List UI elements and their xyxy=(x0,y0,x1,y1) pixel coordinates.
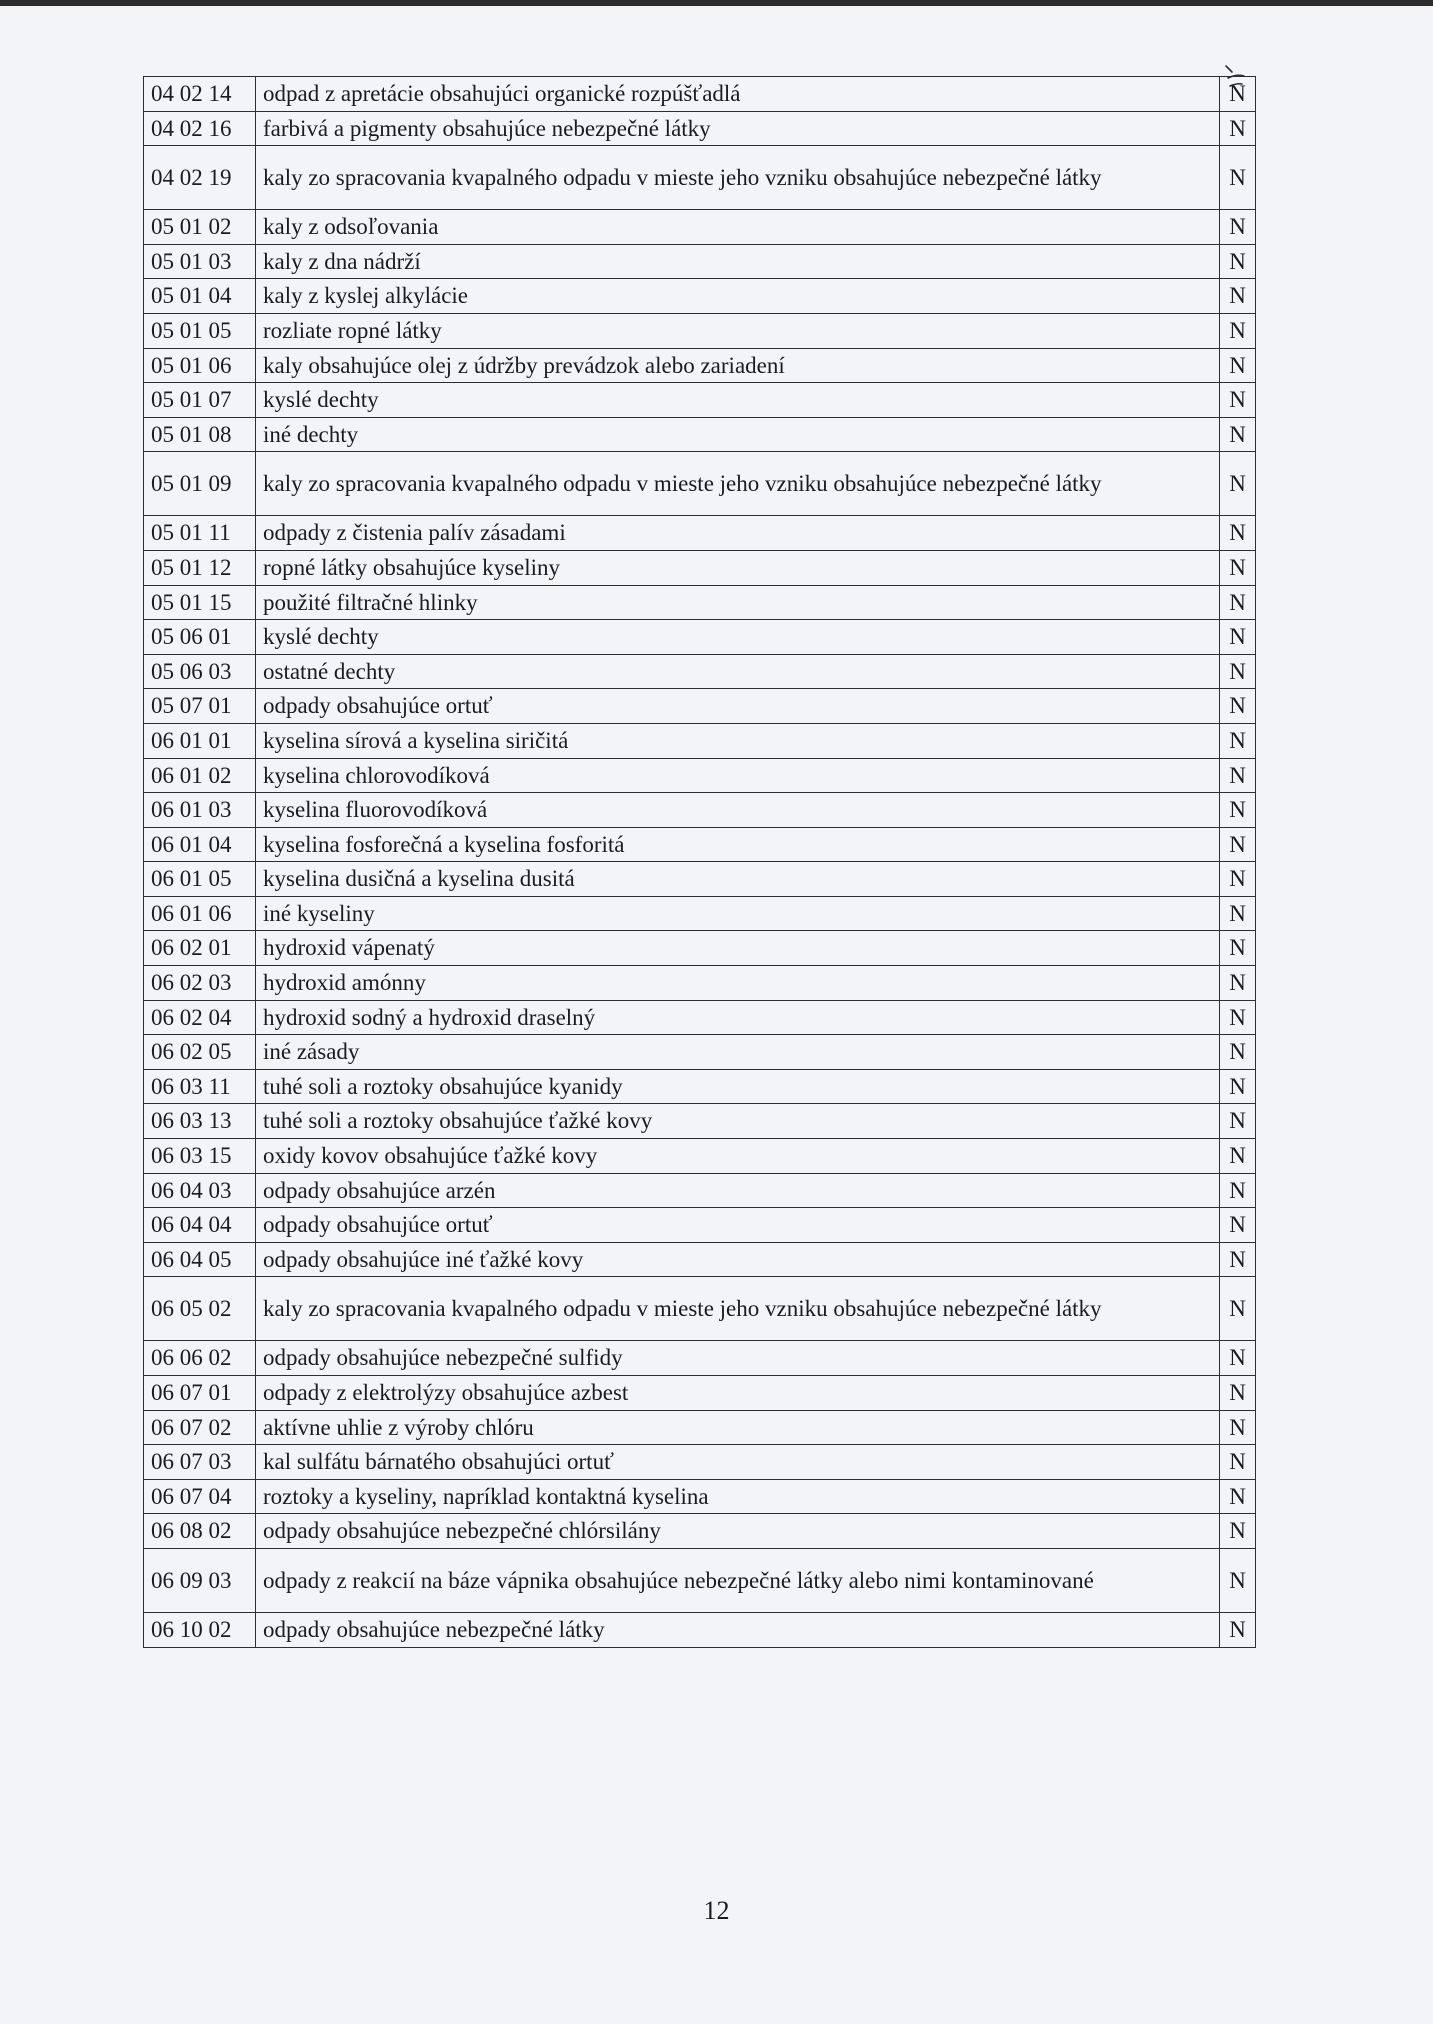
waste-category-cell: N xyxy=(1220,966,1256,1001)
waste-category-cell: N xyxy=(1220,452,1256,516)
waste-code-cell: 06 06 02 xyxy=(144,1341,256,1376)
table-row xyxy=(144,654,1256,689)
waste-description-cell: odpady obsahujúce ortuť xyxy=(256,689,1220,724)
waste-code-cell: 05 01 06 xyxy=(144,348,256,383)
table-row xyxy=(144,348,1256,383)
table-row xyxy=(144,1376,1256,1411)
waste-category-cell: N xyxy=(1220,1242,1256,1277)
waste-code-cell: 06 02 03 xyxy=(144,966,256,1001)
waste-description-cell: kaly z kyslej alkylácie xyxy=(256,279,1220,314)
waste-code-cell: 06 04 04 xyxy=(144,1208,256,1243)
page-content xyxy=(143,76,1255,1648)
waste-description-cell: farbivá a pigmenty obsahujúce nebezpečné látky xyxy=(256,111,1220,146)
waste-category-cell: N xyxy=(1220,313,1256,348)
table-row xyxy=(144,417,1256,452)
waste-description-cell: iné kyseliny xyxy=(256,896,1220,931)
waste-code-cell: 05 01 05 xyxy=(144,313,256,348)
table-row xyxy=(144,1069,1256,1104)
waste-description-cell: odpady z reakcií na báze vápnika obsahujúce nebezpečné látky alebo nimi kontaminované xyxy=(256,1548,1220,1612)
table-body xyxy=(144,77,1256,1648)
table-row xyxy=(144,1208,1256,1243)
waste-code-cell: 06 02 01 xyxy=(144,931,256,966)
waste-code-cell: 06 04 05 xyxy=(144,1242,256,1277)
table-row xyxy=(144,1410,1256,1445)
waste-category-cell: N xyxy=(1220,862,1256,897)
waste-description-cell: odpady z čistenia palív zásadami xyxy=(256,516,1220,551)
waste-description-cell: kaly obsahujúce olej z údržby prevádzok alebo zariadení xyxy=(256,348,1220,383)
waste-category-cell: N xyxy=(1220,1445,1256,1480)
waste-category-cell: N xyxy=(1220,793,1256,828)
table-row xyxy=(144,1341,1256,1376)
waste-code-cell: 06 01 06 xyxy=(144,896,256,931)
waste-description-cell: tuhé soli a roztoky obsahujúce ťažké kovy xyxy=(256,1104,1220,1139)
waste-category-cell: N xyxy=(1220,383,1256,418)
waste-code-cell: 04 02 16 xyxy=(144,111,256,146)
table-row xyxy=(144,1612,1256,1647)
waste-category-cell: N xyxy=(1220,827,1256,862)
waste-code-cell: 04 02 14 xyxy=(144,77,256,112)
table-row xyxy=(144,793,1256,828)
waste-description-cell: kyselina dusičná a kyselina dusitá xyxy=(256,862,1220,897)
table-row xyxy=(144,1104,1256,1139)
waste-category-cell: N xyxy=(1220,146,1256,210)
waste-category-cell: N xyxy=(1220,1376,1256,1411)
waste-category-cell: N xyxy=(1220,1277,1256,1341)
table-row xyxy=(144,550,1256,585)
waste-code-cell: 05 01 11 xyxy=(144,516,256,551)
waste-description-cell: tuhé soli a roztoky obsahujúce kyanidy xyxy=(256,1069,1220,1104)
waste-code-cell: 06 08 02 xyxy=(144,1514,256,1549)
waste-category-cell: N xyxy=(1220,585,1256,620)
waste-description-cell: hydroxid vápenatý xyxy=(256,931,1220,966)
waste-code-cell: 05 06 03 xyxy=(144,654,256,689)
table-row xyxy=(144,279,1256,314)
waste-category-cell: N xyxy=(1220,896,1256,931)
waste-code-cell: 05 01 12 xyxy=(144,550,256,585)
waste-description-cell: kal sulfátu bárnatého obsahujúci ortuť xyxy=(256,1445,1220,1480)
page-number: 12 xyxy=(703,1896,730,1925)
waste-code-cell: 06 07 01 xyxy=(144,1376,256,1411)
table-row xyxy=(144,585,1256,620)
waste-category-cell: N xyxy=(1220,550,1256,585)
waste-category-cell: N xyxy=(1220,348,1256,383)
waste-description-cell: odpady obsahujúce iné ťažké kovy xyxy=(256,1242,1220,1277)
waste-code-cell: 06 03 13 xyxy=(144,1104,256,1139)
waste-description-cell: ostatné dechty xyxy=(256,654,1220,689)
table-row xyxy=(144,758,1256,793)
waste-category-cell: N xyxy=(1220,1069,1256,1104)
waste-category-cell: N xyxy=(1220,1410,1256,1445)
waste-code-cell: 05 01 07 xyxy=(144,383,256,418)
table-row xyxy=(144,452,1256,516)
waste-code-cell: 05 01 08 xyxy=(144,417,256,452)
table-row xyxy=(144,1242,1256,1277)
waste-description-cell: iné zásady xyxy=(256,1035,1220,1070)
waste-catalogue-table xyxy=(143,76,1256,1648)
table-row xyxy=(144,966,1256,1001)
waste-description-cell: hydroxid sodný a hydroxid draselný xyxy=(256,1000,1220,1035)
waste-code-cell: 05 06 01 xyxy=(144,620,256,655)
waste-description-cell: iné dechty xyxy=(256,417,1220,452)
table-row xyxy=(144,689,1256,724)
scan-top-edge xyxy=(0,0,1433,6)
waste-category-cell: N xyxy=(1220,111,1256,146)
waste-code-cell: 06 01 05 xyxy=(144,862,256,897)
table-row xyxy=(144,1035,1256,1070)
waste-category-cell: N xyxy=(1220,1139,1256,1174)
waste-category-cell: N xyxy=(1220,620,1256,655)
waste-description-cell: odpady obsahujúce arzén xyxy=(256,1173,1220,1208)
waste-category-cell: N xyxy=(1220,244,1256,279)
waste-description-cell: ropné látky obsahujúce kyseliny xyxy=(256,550,1220,585)
waste-category-cell: N xyxy=(1220,931,1256,966)
waste-category-cell: N xyxy=(1220,689,1256,724)
waste-category-cell: N xyxy=(1220,516,1256,551)
table-row xyxy=(144,244,1256,279)
waste-category-cell: N xyxy=(1220,77,1256,112)
waste-category-cell: N xyxy=(1220,723,1256,758)
waste-category-cell: N xyxy=(1220,210,1256,245)
table-row xyxy=(144,1139,1256,1174)
waste-description-cell: odpady z elektrolýzy obsahujúce azbest xyxy=(256,1376,1220,1411)
waste-description-cell: kyselina fluorovodíková xyxy=(256,793,1220,828)
waste-description-cell: hydroxid amónny xyxy=(256,966,1220,1001)
waste-code-cell: 06 07 04 xyxy=(144,1479,256,1514)
table-row xyxy=(144,313,1256,348)
waste-description-cell: použité filtračné hlinky xyxy=(256,585,1220,620)
table-row xyxy=(144,1445,1256,1480)
waste-description-cell: roztoky a kyseliny, napríklad kontaktná kyselina xyxy=(256,1479,1220,1514)
waste-code-cell: 05 01 15 xyxy=(144,585,256,620)
waste-description-cell: kyslé dechty xyxy=(256,383,1220,418)
waste-category-cell: N xyxy=(1220,758,1256,793)
waste-code-cell: 06 03 15 xyxy=(144,1139,256,1174)
table-row xyxy=(144,620,1256,655)
table-row xyxy=(144,931,1256,966)
table-row xyxy=(144,1548,1256,1612)
waste-code-cell: 06 01 02 xyxy=(144,758,256,793)
table-row xyxy=(144,1173,1256,1208)
table-row xyxy=(144,1514,1256,1549)
waste-description-cell: odpady obsahujúce nebezpečné látky xyxy=(256,1612,1220,1647)
waste-category-cell: N xyxy=(1220,1479,1256,1514)
waste-code-cell: 06 03 11 xyxy=(144,1069,256,1104)
waste-description-cell: odpady obsahujúce nebezpečné chlórsilány xyxy=(256,1514,1220,1549)
waste-code-cell: 06 01 04 xyxy=(144,827,256,862)
waste-description-cell: odpad z apretácie obsahujúci organické rozpúšťadlá xyxy=(256,77,1220,112)
waste-code-cell: 06 10 02 xyxy=(144,1612,256,1647)
waste-description-cell: kaly z dna nádrží xyxy=(256,244,1220,279)
waste-description-cell: kyslé dechty xyxy=(256,620,1220,655)
table-row xyxy=(144,210,1256,245)
waste-code-cell: 05 07 01 xyxy=(144,689,256,724)
waste-code-cell: 06 01 03 xyxy=(144,793,256,828)
waste-category-cell: N xyxy=(1220,1208,1256,1243)
waste-description-cell: odpady obsahujúce ortuť xyxy=(256,1208,1220,1243)
waste-category-cell: N xyxy=(1220,1612,1256,1647)
waste-category-cell: N xyxy=(1220,1000,1256,1035)
waste-code-cell: 06 02 04 xyxy=(144,1000,256,1035)
waste-description-cell: rozliate ropné látky xyxy=(256,313,1220,348)
waste-code-cell: 05 01 03 xyxy=(144,244,256,279)
waste-description-cell: aktívne uhlie z výroby chlóru xyxy=(256,1410,1220,1445)
waste-description-cell: oxidy kovov obsahujúce ťažké kovy xyxy=(256,1139,1220,1174)
table-row xyxy=(144,896,1256,931)
waste-description-cell: odpady obsahujúce nebezpečné sulfidy xyxy=(256,1341,1220,1376)
table-row xyxy=(144,516,1256,551)
waste-category-cell: N xyxy=(1220,1341,1256,1376)
waste-category-cell: N xyxy=(1220,1104,1256,1139)
waste-code-cell: 06 09 03 xyxy=(144,1548,256,1612)
waste-description-cell: kaly zo spracovania kvapalného odpadu v mieste jeho vzniku obsahujúce nebezpečné látky xyxy=(256,452,1220,516)
waste-code-cell: 05 01 09 xyxy=(144,452,256,516)
waste-description-cell: kaly zo spracovania kvapalného odpadu v mieste jeho vzniku obsahujúce nebezpečné látky xyxy=(256,1277,1220,1341)
waste-description-cell: kaly zo spracovania kvapalného odpadu v mieste jeho vzniku obsahujúce nebezpečné látky xyxy=(256,146,1220,210)
table-row xyxy=(144,1277,1256,1341)
waste-category-cell: N xyxy=(1220,1173,1256,1208)
waste-code-cell: 05 01 04 xyxy=(144,279,256,314)
waste-code-cell: 06 05 02 xyxy=(144,1277,256,1341)
table-row xyxy=(144,862,1256,897)
waste-description-cell: kyselina sírová a kyselina siričitá xyxy=(256,723,1220,758)
waste-description-cell: kyselina fosforečná a kyselina fosforitá xyxy=(256,827,1220,862)
waste-category-cell: N xyxy=(1220,654,1256,689)
waste-code-cell: 06 02 05 xyxy=(144,1035,256,1070)
waste-code-cell: 04 02 19 xyxy=(144,146,256,210)
table-row xyxy=(144,827,1256,862)
waste-category-cell: N xyxy=(1220,1035,1256,1070)
table-row xyxy=(144,77,1256,112)
table-row xyxy=(144,1000,1256,1035)
waste-code-cell: 05 01 02 xyxy=(144,210,256,245)
waste-description-cell: kaly z odsoľovania xyxy=(256,210,1220,245)
waste-code-cell: 06 04 03 xyxy=(144,1173,256,1208)
table-row xyxy=(144,1479,1256,1514)
waste-description-cell: kyselina chlorovodíková xyxy=(256,758,1220,793)
waste-code-cell: 06 07 02 xyxy=(144,1410,256,1445)
table-row xyxy=(144,383,1256,418)
table-row xyxy=(144,111,1256,146)
waste-category-cell: N xyxy=(1220,279,1256,314)
waste-code-cell: 06 07 03 xyxy=(144,1445,256,1480)
table-row xyxy=(144,723,1256,758)
waste-code-cell: 06 01 01 xyxy=(144,723,256,758)
waste-category-cell: N xyxy=(1220,1514,1256,1549)
waste-category-cell: N xyxy=(1220,417,1256,452)
table-row xyxy=(144,146,1256,210)
waste-category-cell: N xyxy=(1220,1548,1256,1612)
